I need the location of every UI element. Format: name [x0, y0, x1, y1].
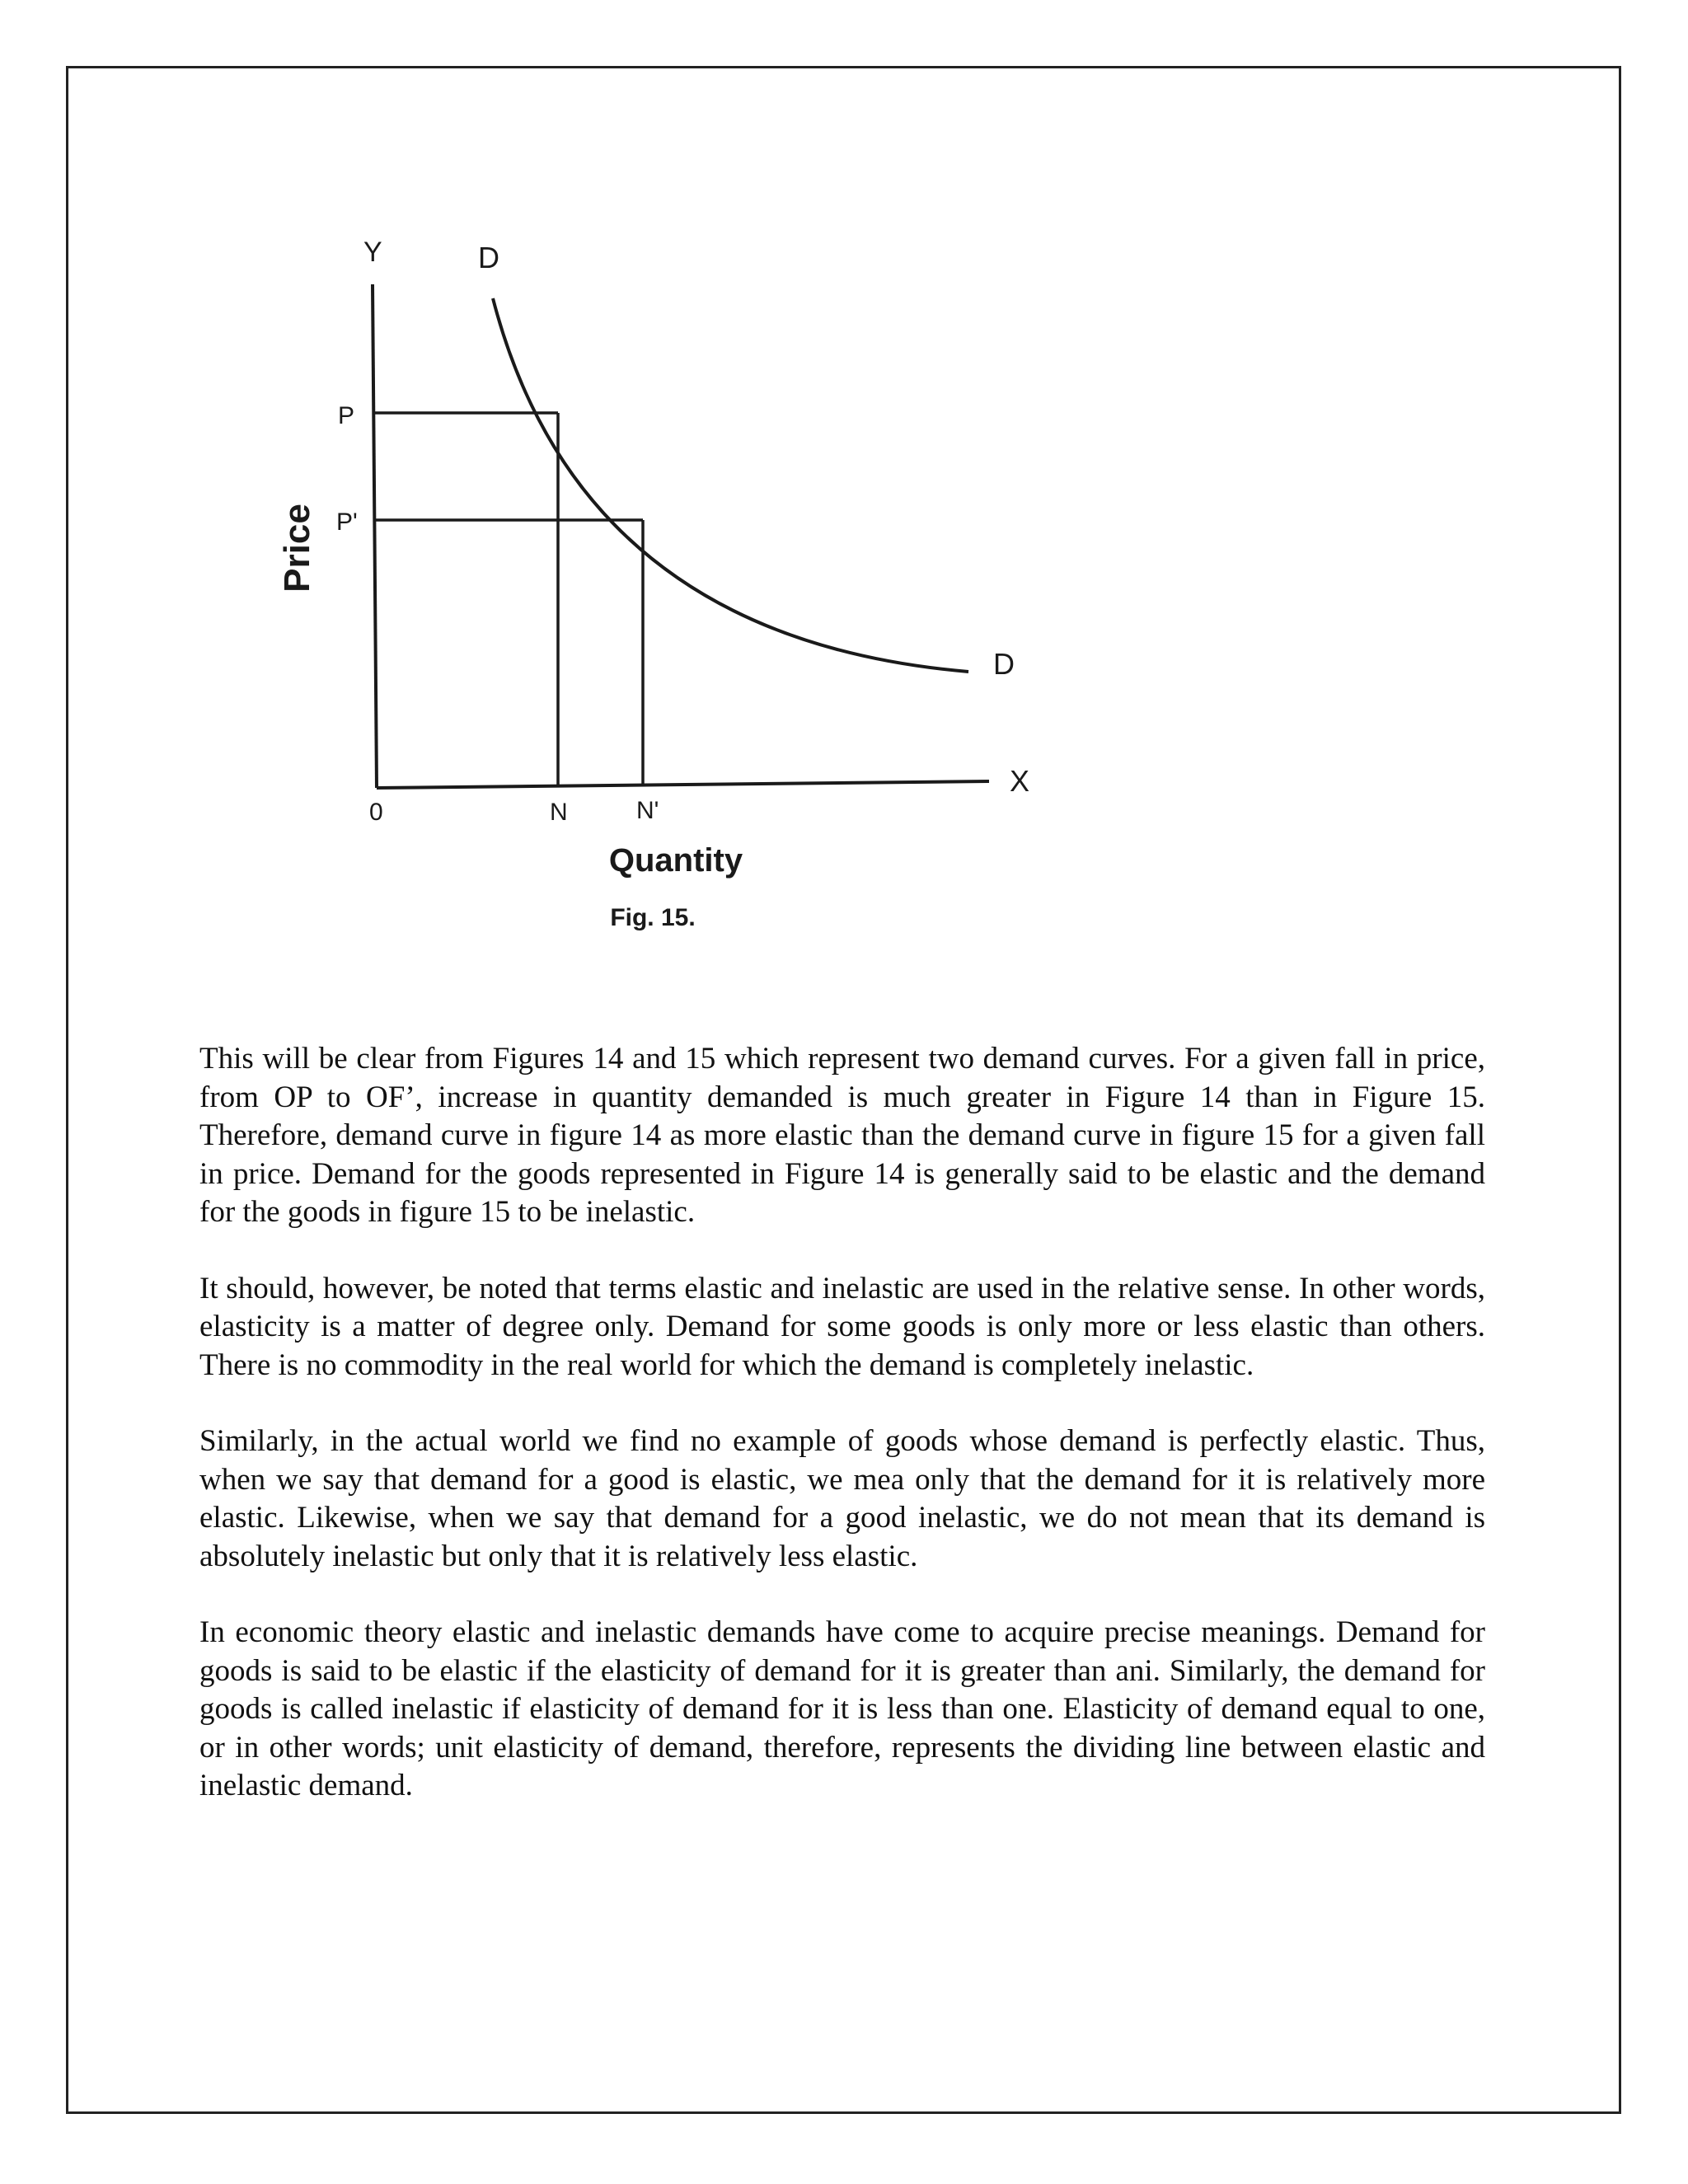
price-label-p: P [338, 402, 355, 429]
x-axis-line [377, 781, 989, 788]
curve-top-label: D [478, 241, 499, 274]
figure-caption: Fig. 15. [610, 904, 696, 931]
demand-curve [493, 298, 968, 672]
quantity-label-n: N [550, 799, 568, 826]
y-axis-title: Price [277, 504, 317, 593]
origin-label: 0 [369, 799, 383, 826]
demand-curve-diagram [247, 223, 1071, 964]
y-axis-symbol: Y [363, 237, 382, 268]
paragraph-elastic-vs-inelastic: This will be clear from Figures 14 and 15 which represent two demand curves. For a given fall in price, from OP to OF’, increase in quantity demanded is much greater in Figure 14 than in Figure 15. Therefore, demand curve in figure 14 as more elastic than the demand curve in figure 15 for a given fall in price. Demand for the goods represented in Figure 14 is generally said to be elastic and the demand for the goods in figure 15 to be inelastic. [199, 1042, 1485, 1229]
price-label-p-prime: P' [336, 509, 358, 536]
quantity-label-n-prime: N' [636, 797, 659, 824]
curve-end-label: D [993, 647, 1015, 681]
x-axis-title: Quantity [608, 842, 743, 879]
paragraph-precise-meanings: In economic theory elastic and inelastic demands have come to acquire precise meanings. Demand for goods is said to be elastic if the elasticity of demand for it is greater than ani. Similarly, the demand for goods is called inelastic if elasticity of demand for it is less than one. Elasticity of demand equal to one, or in other words; unit elasticity of demand, therefore, represents the dividing line between elastic and inelastic demand. [199, 1615, 1485, 1802]
paragraph-relative-sense: It should, however, be noted that terms elastic and inelastic are used in the relative sense. In other words, elasticity is a matter of degree only. Demand for some goods is only more or less elastic than others. There is no commodity in the real world for which the demand is completely inelastic. [199, 1271, 1485, 1382]
x-axis-symbol: X [1010, 764, 1030, 798]
demand-curve-figure [247, 223, 1071, 964]
y-axis-line [373, 284, 377, 788]
body-text [199, 1040, 1485, 1844]
paragraph-perfect-elasticity: Similarly, in the actual world we find no example of goods whose demand is perfectly elastic. Thus, when we say that demand for a good is elastic, we mea only that the demand for it is relatively more elastic. Likewise, when we say that demand for a good inelastic, we do not mean that its demand is absolutely inelastic but only that it is relatively less elastic. [199, 1424, 1485, 1573]
